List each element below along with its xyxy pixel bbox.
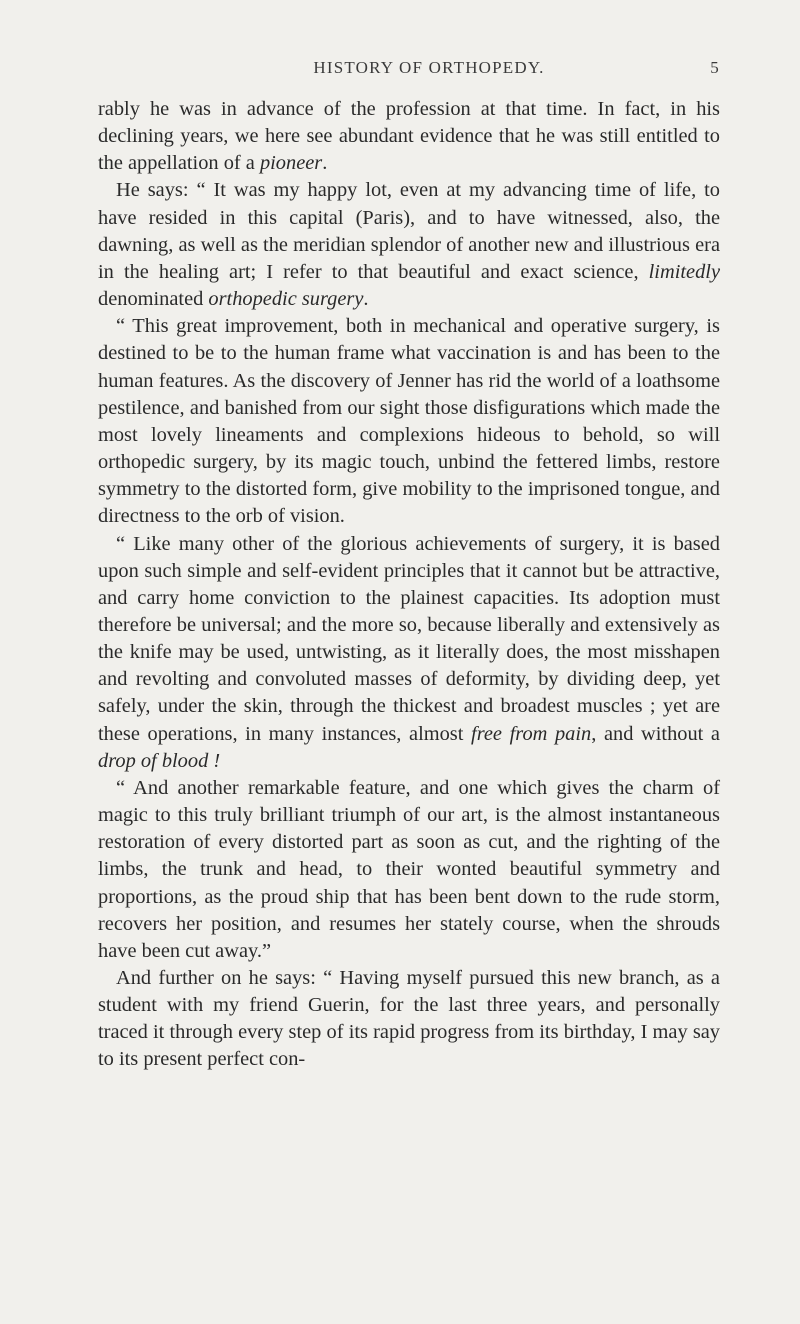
paragraph-1	[98, 96, 720, 177]
paragraph-3	[98, 313, 720, 530]
text-segment: , and without a	[591, 722, 720, 745]
italic-text: free from pain	[471, 722, 592, 745]
italic-text: orthopedic surgery	[208, 288, 364, 311]
text-segment: He says: “ It was my happy lot, even at my advancing time of life, to have resided in this capital (Paris), and to have witnessed, also, the dawning, as well as the meridian splendor of another new and illustrious era in the healing art; I refer to that beautiful and exact science,	[98, 179, 720, 283]
page-number: 5	[710, 58, 720, 77]
text-segment: .	[363, 288, 369, 311]
paragraph-4	[98, 531, 720, 775]
paragraph-5	[98, 775, 720, 965]
text-segment: denominated	[98, 288, 209, 311]
text-segment: rably he was in advance of the profession at that time. In fact, in his declining years, we here see abundant evidence that he was still entitled to the appellation of a	[98, 98, 720, 175]
header-title: HISTORY OF ORTHOPEDY.	[313, 58, 545, 77]
paragraph-2	[98, 177, 720, 313]
text-segment: “ Like many other of the glorious achievements of surgery, it is based upon such simple and self-evident principles that it cannot but be attractive, and carry home conviction to the plainest capacities. Its adoption must therefore be universal; and the more so, because liberally and extensively as the knife may be used, untwisting, as it literally does, the most misshapen and revolting and convoluted masses of deformity, by dividing deep, yet safely, under the skin, through the thickest and broadest muscles ; yet are these operations, in many instances, almost	[98, 532, 720, 745]
body-text	[98, 96, 720, 1074]
text-segment: And further on he says: “ Having myself pursued this new branch, as a student with my friend Guerin, for the last three years, and personally traced it through every step of its rapid progress from its birthday, I may say to its present perfect con-	[98, 967, 720, 1071]
italic-text: limitedly	[648, 260, 720, 283]
text-segment: “ This great improvement, both in mechanical and operative surgery, is destined to be to the human frame what vaccination is and has been to the human features. As the discovery of Jenner has rid the world of a loathsome pestilence, and banished from our sight those disfigurations which made the most lovely lineaments and complexions hideous to behold, so will orthopedic surgery, by its magic touch, unbind the fettered limbs, restore symmetry to the distorted form, give mobility to the imprisoned tongue, and directness to the orb of vision.	[98, 315, 720, 528]
running-header	[98, 58, 720, 94]
text-segment: “ And another remarkable feature, and one which gives the charm of magic to this truly brilliant triumph of our art, is the almost instantaneous restoration of every distorted part as soon as cut, and the righting of the limbs, the trunk and head, to their wonted beautiful symmetry and proportions, as the proud ship that has been bent down to the rude storm, recovers her position, and resumes her stately course, when the shrouds have been cut away.”	[98, 776, 720, 962]
italic-text: pioneer	[259, 152, 323, 175]
text-segment: .	[322, 152, 328, 175]
italic-text: drop of blood !	[98, 749, 221, 772]
paragraph-6	[98, 965, 720, 1074]
